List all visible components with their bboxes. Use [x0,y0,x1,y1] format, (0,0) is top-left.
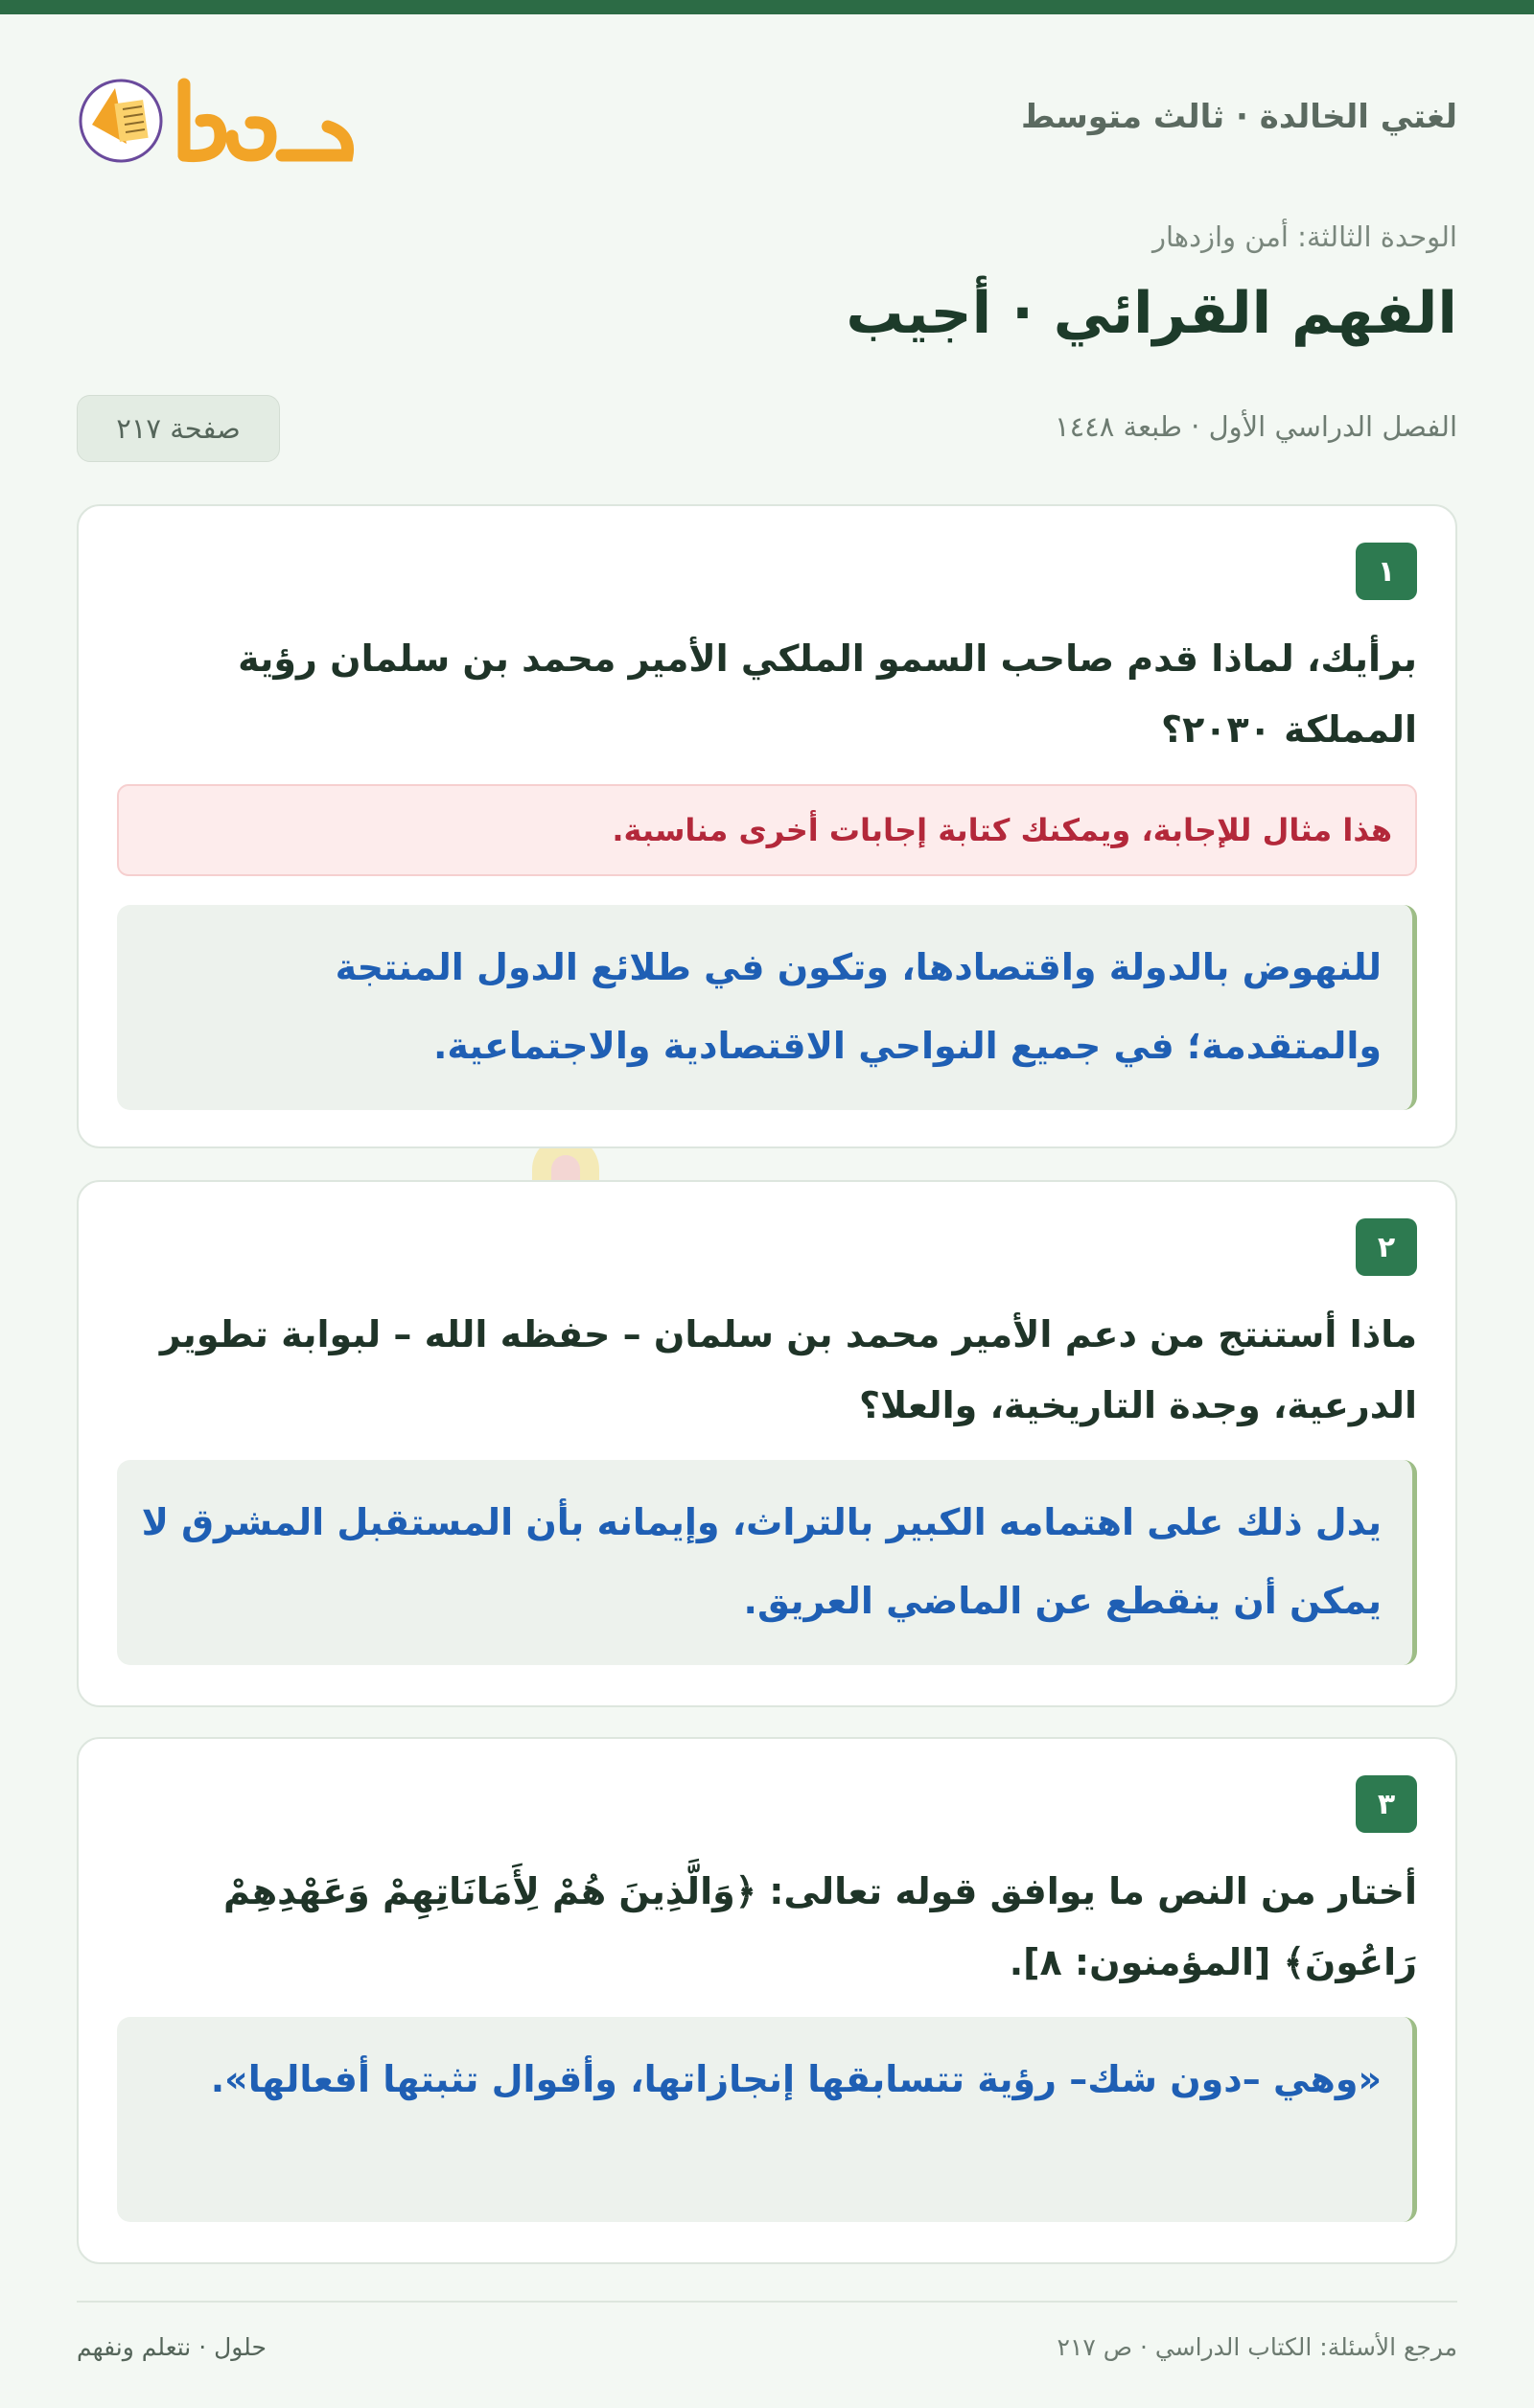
question-card-2 [77,1180,1457,1707]
unit-label: الوحدة الثالثة: أمن وازدهار [1151,220,1457,253]
example-answer-note: هذا مثال للإجابة، ويمكنك كتابة إجابات أخرى مناسبة. [117,784,1417,876]
question-card-3 [77,1737,1457,2264]
footer-reference: مرجع الأسئلة: الكتاب الدراسي · ص ٢١٧ [1057,2333,1457,2361]
page-number-badge: صفحة ٢١٧ [77,395,280,462]
top-accent-bar [0,0,1534,14]
book-logo-icon [81,81,161,161]
question-text: أختار من النص ما يوافق قوله تعالى: ﴿وَالَّذِينَ هُمْ لِأَمَانَاتِهِمْ وَعَهْدِهِمْ رَاعُونَ﴾ [المؤمنون: ٨]. [223,1870,1417,1983]
question-text: برأيك، لماذا قدم صاحب السمو الملكي الأمير محمد بن سلمان رؤية المملكة ٢٠٣٠؟ [238,637,1417,751]
question-number-badge: ٢ [1356,1218,1417,1276]
brand-logo[interactable] [77,67,355,173]
book-title: لغتي الخالدة · ثالث متوسط [1020,98,1457,136]
footer-brand[interactable]: حلول · نتعلم ونفهم [77,2333,267,2361]
answer-box: «وهي –دون شك– رؤية تتسابقها إنجازاتها، وأقوال تثبتها أفعالها». [117,2017,1417,2222]
answer-box: يدل ذلك على اهتمامه الكبير بالتراث، وإيمانه بأن المستقبل المشرق لا يمكن أن ينقطع عن الماضي العريق. [117,1460,1417,1665]
logo-wordmark [184,84,348,156]
page-header [77,58,1457,182]
question-number-badge: ٣ [1356,1775,1417,1833]
answer-box: للنهوض بالدولة واقتصادها، وتكون في طلائع الدول المنتجة والمتقدمة؛ في جميع النواحي الاقتصادية والاجتماعية. [117,905,1417,1110]
question-number-badge: ١ [1356,543,1417,600]
question-text: ماذا أستنتج من دعم الأمير محمد بن سلمان – حفظه الله – لبوابة تطوير الدرعية، وجدة التاريخية، والعلا؟ [159,1313,1417,1426]
footer-divider [77,2301,1457,2303]
page-title: الفهم القرائي · أجيب [846,280,1457,347]
question-card-1 [77,504,1457,1148]
term-label: الفصل الدراسي الأول · طبعة ١٤٤٨ [1055,410,1457,443]
